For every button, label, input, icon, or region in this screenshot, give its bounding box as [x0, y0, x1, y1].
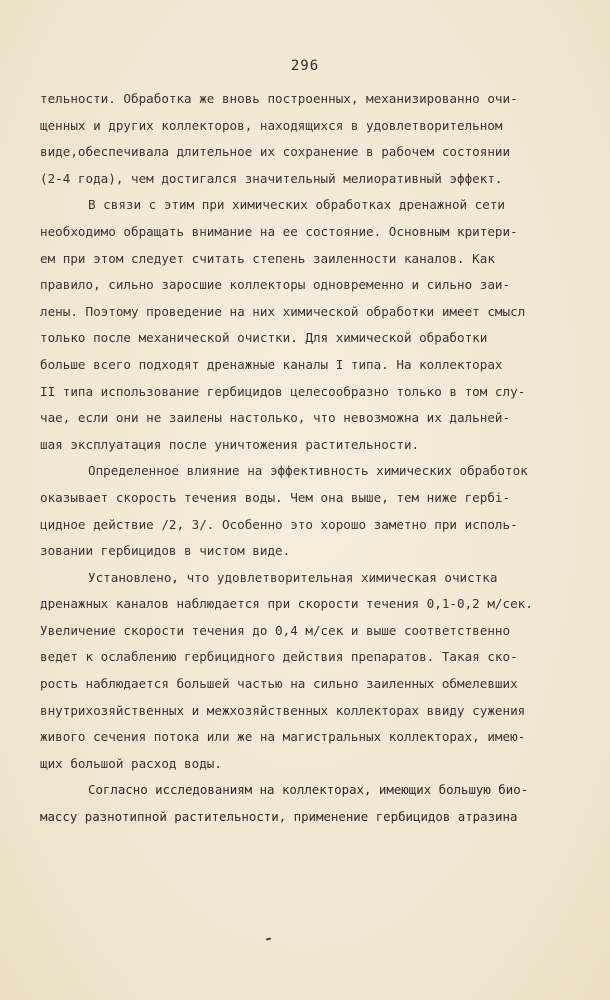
body-text — [40, 86, 588, 831]
paragraph-start-line: Определенное влияние на эффективность химических обработок — [88, 463, 528, 479]
text-line: необходимо обращать внимание на ее состояние. Основным критери- — [40, 223, 518, 239]
text-line: живого сечения потока или же на магистральных коллекторах, имею- — [40, 729, 526, 745]
text-line: дренажных каналов наблюдается при скорости течения 0,1-0,2 м/сек. — [40, 596, 533, 612]
text-line: ем при этом следует считать степень заиленности каналов. Как — [40, 250, 495, 266]
ink-mark — [266, 937, 271, 940]
text-line: лены. Поэтому проведение на них химической обработки имеет смысл — [40, 303, 526, 319]
text-line: рость наблюдается большей частью на сильно заиленных обмелевших — [40, 676, 518, 692]
text-line: массу разнотипной растительности, применение гербицидов атразина — [40, 809, 518, 825]
text-line: Увеличение скорости течения до 0,4 м/сек и выше соответственно — [40, 622, 511, 638]
paragraph-start-line: Установлено, что удовлетворительная химическая очистка — [88, 569, 498, 585]
text-line: II типа использование гербицидов целесообразно только в том слу- — [40, 383, 526, 399]
page-number: 296 — [290, 58, 320, 74]
text-line: внутрихозяйственных и межхозяйственных коллекторах ввиду сужения — [40, 702, 526, 718]
text-line: щенных и других коллекторов, находящихся в удовлетворительном — [40, 117, 503, 133]
paragraph-start-line: В связи с этим при химических обработках дренажной сети — [88, 197, 506, 213]
text-line: ведет к ослаблению гербицидного действия препаратов. Такая ско- — [40, 649, 518, 665]
text-line: шая эксплуатация после уничтожения растительности. — [40, 436, 420, 452]
text-line: правило, сильно заросшие коллекторы одновременно и сильно заи- — [40, 277, 511, 293]
text-line: цидное действие /2, 3/. Особенно это хорошо заметно при исполь- — [40, 516, 518, 532]
text-line: только после механической очистки. Для химической обработки — [40, 330, 488, 346]
text-line: зовании гербицидов в чистом виде. — [40, 543, 291, 559]
text-line: больше всего подходят дренажные каналы I типа. На коллекторах — [40, 356, 503, 372]
text-line: (2-4 года), чем достигался значительный мелиоративный эффект. — [40, 170, 503, 186]
text-line: тельности. Обработка же вновь построенных, механизированно очи- — [40, 91, 518, 106]
text-line: виде,обеспечивала длительное их сохранение в рабочем состоянии — [40, 144, 511, 160]
text-line: оказывает скорость течения воды. Чем она выше, тем ниже гербі- — [40, 489, 511, 505]
text-line: щих большой расход воды. — [40, 755, 222, 771]
text-line: чае, если они не заилены настолько, что невозможна их дальней- — [40, 410, 511, 426]
paragraph-start-line: Согласно исследованиям на коллекторах, имеющих большую био- — [88, 782, 529, 798]
